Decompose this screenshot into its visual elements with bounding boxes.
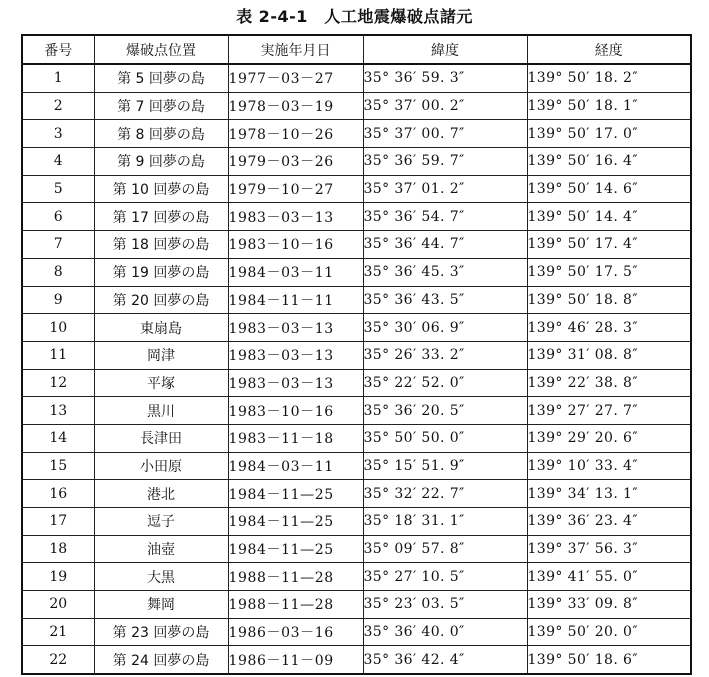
cell-number: 20 bbox=[22, 591, 94, 619]
cell-longitude: 139° 50′ 14. 6″ bbox=[527, 175, 691, 203]
cell-latitude: 35° 36′ 43. 5″ bbox=[363, 286, 527, 314]
table-row bbox=[22, 591, 691, 619]
cell-longitude: 139° 34′ 13. 1″ bbox=[527, 480, 691, 508]
cell-latitude: 35° 37′ 01. 2″ bbox=[363, 175, 527, 203]
table-title: 表 2-4-1 人工地震爆破点諸元 bbox=[236, 7, 473, 26]
cell-number: 14 bbox=[22, 424, 94, 452]
cell-location: 第 19 回夢の島 bbox=[94, 258, 228, 286]
cell-date: 1984－03－11 bbox=[228, 452, 363, 480]
header-row bbox=[22, 35, 691, 64]
cell-latitude: 35° 36′ 44. 7″ bbox=[363, 231, 527, 259]
cell-date: 1979－03－26 bbox=[228, 148, 363, 176]
table-row bbox=[22, 203, 691, 231]
cell-longitude: 139° 50′ 18. 2″ bbox=[527, 64, 691, 92]
cell-latitude: 35° 50′ 50. 0″ bbox=[363, 424, 527, 452]
cell-location: 第 10 回夢の島 bbox=[94, 175, 228, 203]
cell-date: 1984－11—25 bbox=[228, 480, 363, 508]
cell-location: 第 18 回夢の島 bbox=[94, 231, 228, 259]
blast-point-table bbox=[21, 34, 692, 675]
cell-date: 1983－03－13 bbox=[228, 369, 363, 397]
cell-location: 第 5 回夢の島 bbox=[94, 64, 228, 92]
cell-date: 1984－11—25 bbox=[228, 535, 363, 563]
cell-location: 第 7 回夢の島 bbox=[94, 92, 228, 120]
cell-longitude: 139° 37′ 56. 3″ bbox=[527, 535, 691, 563]
cell-longitude: 139° 50′ 20. 0″ bbox=[527, 618, 691, 646]
cell-number: 21 bbox=[22, 618, 94, 646]
cell-longitude: 139° 46′ 28. 3″ bbox=[527, 314, 691, 342]
table-row bbox=[22, 231, 691, 259]
cell-location: 港北 bbox=[94, 480, 228, 508]
table-row bbox=[22, 258, 691, 286]
cell-number: 12 bbox=[22, 369, 94, 397]
cell-longitude: 139° 29′ 20. 6″ bbox=[527, 424, 691, 452]
cell-longitude: 139° 50′ 17. 4″ bbox=[527, 231, 691, 259]
cell-date: 1984－11—25 bbox=[228, 508, 363, 536]
cell-number: 19 bbox=[22, 563, 94, 591]
cell-number: 9 bbox=[22, 286, 94, 314]
cell-number: 5 bbox=[22, 175, 94, 203]
cell-date: 1988－11—28 bbox=[228, 563, 363, 591]
header-latitude: 緯度 bbox=[363, 35, 527, 64]
cell-longitude: 139° 41′ 55. 0″ bbox=[527, 563, 691, 591]
table-body bbox=[22, 64, 691, 674]
cell-longitude: 139° 50′ 16. 4″ bbox=[527, 148, 691, 176]
cell-location: 油壺 bbox=[94, 535, 228, 563]
cell-date: 1983－10－16 bbox=[228, 397, 363, 425]
cell-longitude: 139° 50′ 18. 6″ bbox=[527, 646, 691, 674]
cell-latitude: 35° 36′ 54. 7″ bbox=[363, 203, 527, 231]
header-longitude: 経度 bbox=[527, 35, 691, 64]
cell-latitude: 35° 15′ 51. 9″ bbox=[363, 452, 527, 480]
table-row bbox=[22, 120, 691, 148]
cell-location: 第 24 回夢の島 bbox=[94, 646, 228, 674]
cell-longitude: 139° 31′ 08. 8″ bbox=[527, 341, 691, 369]
cell-latitude: 35° 22′ 52. 0″ bbox=[363, 369, 527, 397]
cell-number: 3 bbox=[22, 120, 94, 148]
cell-latitude: 35° 37′ 00. 7″ bbox=[363, 120, 527, 148]
table-row bbox=[22, 175, 691, 203]
cell-date: 1979－10－27 bbox=[228, 175, 363, 203]
cell-date: 1983－11－18 bbox=[228, 424, 363, 452]
cell-date: 1978－10－26 bbox=[228, 120, 363, 148]
cell-number: 2 bbox=[22, 92, 94, 120]
cell-longitude: 139° 50′ 18. 1″ bbox=[527, 92, 691, 120]
cell-date: 1983－03－13 bbox=[228, 314, 363, 342]
cell-location: 第 20 回夢の島 bbox=[94, 286, 228, 314]
cell-date: 1986－03－16 bbox=[228, 618, 363, 646]
header-location: 爆破点位置 bbox=[94, 35, 228, 64]
cell-date: 1986－11－09 bbox=[228, 646, 363, 674]
cell-date: 1984－11－11 bbox=[228, 286, 363, 314]
cell-latitude: 35° 37′ 00. 2″ bbox=[363, 92, 527, 120]
table-row bbox=[22, 369, 691, 397]
cell-number: 10 bbox=[22, 314, 94, 342]
table-row bbox=[22, 535, 691, 563]
cell-latitude: 35° 26′ 33. 2″ bbox=[363, 341, 527, 369]
cell-location: 第 9 回夢の島 bbox=[94, 148, 228, 176]
cell-location: 東扇島 bbox=[94, 314, 228, 342]
cell-longitude: 139° 50′ 17. 0″ bbox=[527, 120, 691, 148]
cell-latitude: 35° 36′ 42. 4″ bbox=[363, 646, 527, 674]
cell-location: 大黒 bbox=[94, 563, 228, 591]
cell-date: 1983－03－13 bbox=[228, 341, 363, 369]
cell-latitude: 35° 32′ 22. 7″ bbox=[363, 480, 527, 508]
cell-date: 1988－11—28 bbox=[228, 591, 363, 619]
table-row bbox=[22, 148, 691, 176]
cell-location: 逗子 bbox=[94, 508, 228, 536]
cell-longitude: 139° 50′ 17. 5″ bbox=[527, 258, 691, 286]
cell-location: 岡津 bbox=[94, 341, 228, 369]
cell-number: 16 bbox=[22, 480, 94, 508]
cell-number: 15 bbox=[22, 452, 94, 480]
cell-latitude: 35° 36′ 20. 5″ bbox=[363, 397, 527, 425]
cell-latitude: 35° 09′ 57. 8″ bbox=[363, 535, 527, 563]
cell-number: 8 bbox=[22, 258, 94, 286]
cell-longitude: 139° 50′ 14. 4″ bbox=[527, 203, 691, 231]
cell-number: 13 bbox=[22, 397, 94, 425]
cell-number: 1 bbox=[22, 64, 94, 92]
table-row bbox=[22, 314, 691, 342]
table-row bbox=[22, 64, 691, 92]
cell-number: 17 bbox=[22, 508, 94, 536]
cell-longitude: 139° 50′ 18. 8″ bbox=[527, 286, 691, 314]
cell-latitude: 35° 36′ 45. 3″ bbox=[363, 258, 527, 286]
cell-location: 小田原 bbox=[94, 452, 228, 480]
table-row bbox=[22, 424, 691, 452]
table-row bbox=[22, 341, 691, 369]
cell-longitude: 139° 22′ 38. 8″ bbox=[527, 369, 691, 397]
cell-location: 第 17 回夢の島 bbox=[94, 203, 228, 231]
table-row bbox=[22, 397, 691, 425]
cell-number: 7 bbox=[22, 231, 94, 259]
cell-date: 1983－03－13 bbox=[228, 203, 363, 231]
cell-location: 第 23 回夢の島 bbox=[94, 618, 228, 646]
cell-date: 1983－10－16 bbox=[228, 231, 363, 259]
cell-location: 第 8 回夢の島 bbox=[94, 120, 228, 148]
cell-latitude: 35° 30′ 06. 9″ bbox=[363, 314, 527, 342]
table-row bbox=[22, 480, 691, 508]
table-row bbox=[22, 92, 691, 120]
cell-longitude: 139° 36′ 23. 4″ bbox=[527, 508, 691, 536]
cell-latitude: 35° 36′ 59. 3″ bbox=[363, 64, 527, 92]
cell-latitude: 35° 18′ 31. 1″ bbox=[363, 508, 527, 536]
cell-latitude: 35° 36′ 40. 0″ bbox=[363, 618, 527, 646]
header-date: 実施年月日 bbox=[228, 35, 363, 64]
cell-location: 平塚 bbox=[94, 369, 228, 397]
cell-date: 1978－03－19 bbox=[228, 92, 363, 120]
cell-longitude: 139° 10′ 33. 4″ bbox=[527, 452, 691, 480]
cell-number: 11 bbox=[22, 341, 94, 369]
table-row bbox=[22, 286, 691, 314]
cell-longitude: 139° 33′ 09. 8″ bbox=[527, 591, 691, 619]
table-row bbox=[22, 618, 691, 646]
header-number: 番号 bbox=[22, 35, 94, 64]
cell-number: 22 bbox=[22, 646, 94, 674]
cell-number: 4 bbox=[22, 148, 94, 176]
cell-latitude: 35° 36′ 59. 7″ bbox=[363, 148, 527, 176]
cell-number: 6 bbox=[22, 203, 94, 231]
cell-longitude: 139° 27′ 27. 7″ bbox=[527, 397, 691, 425]
table-row bbox=[22, 508, 691, 536]
cell-latitude: 35° 27′ 10. 5″ bbox=[363, 563, 527, 591]
cell-location: 黒川 bbox=[94, 397, 228, 425]
cell-number: 18 bbox=[22, 535, 94, 563]
cell-location: 長津田 bbox=[94, 424, 228, 452]
cell-date: 1984－03－11 bbox=[228, 258, 363, 286]
cell-date: 1977－03－27 bbox=[228, 64, 363, 92]
cell-latitude: 35° 23′ 03. 5″ bbox=[363, 591, 527, 619]
table-row bbox=[22, 563, 691, 591]
cell-location: 舞岡 bbox=[94, 591, 228, 619]
table-row bbox=[22, 646, 691, 674]
table-row bbox=[22, 452, 691, 480]
